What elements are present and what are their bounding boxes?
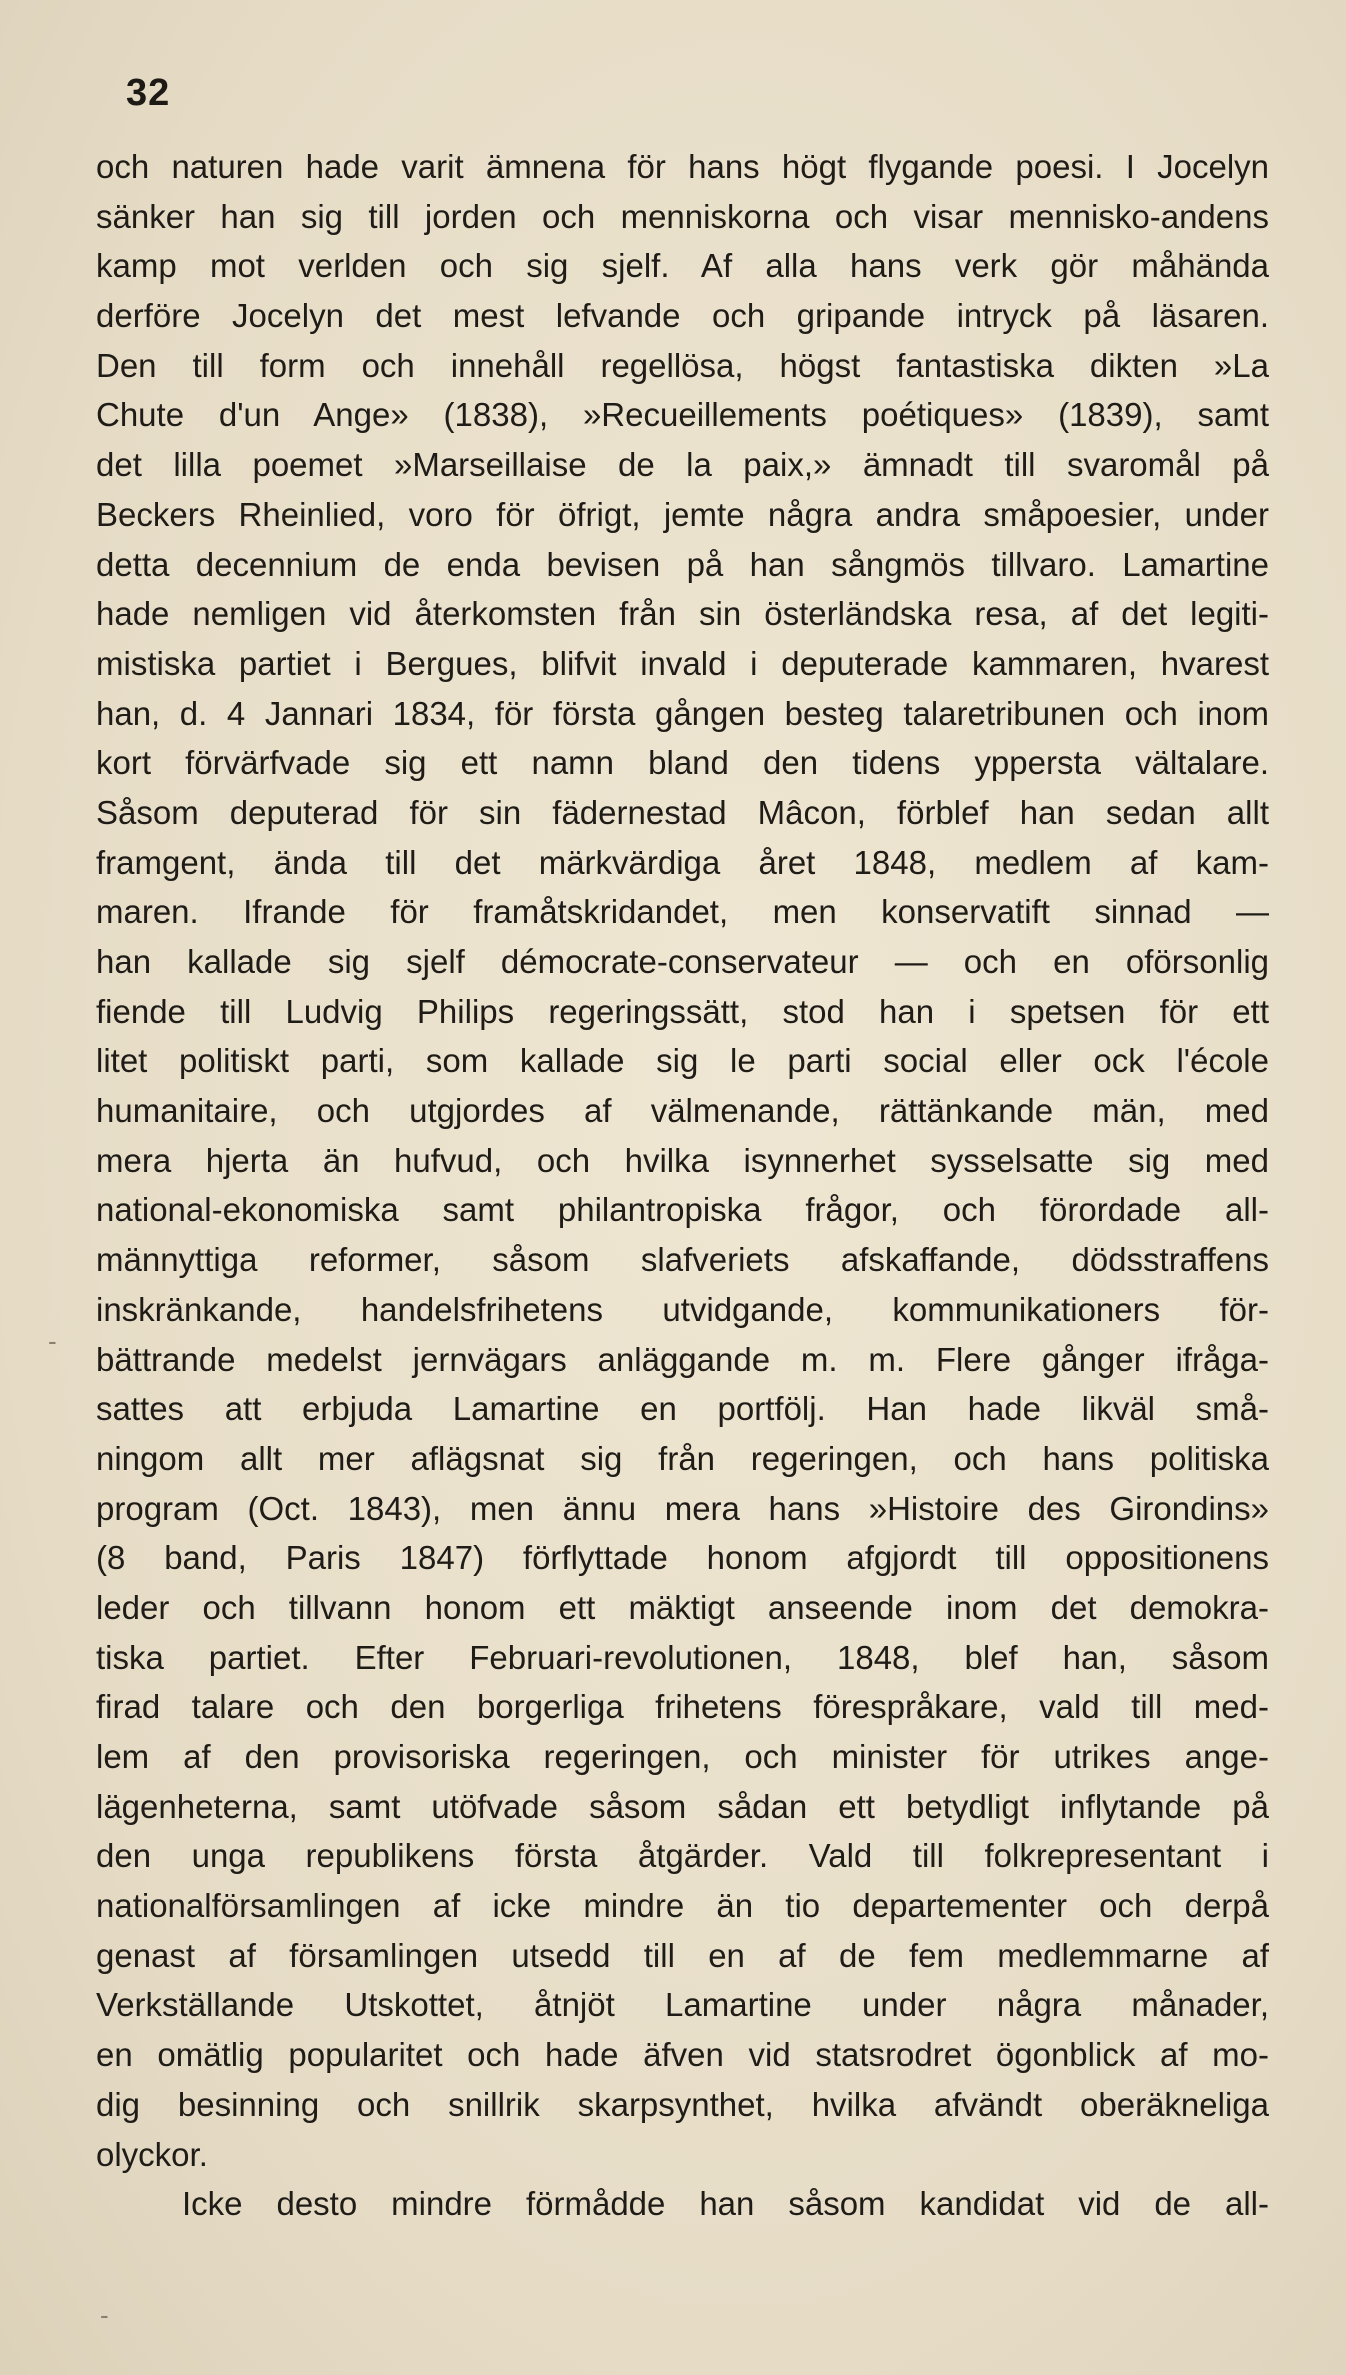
text-line: tiska partiet. Efter Februari-revolutionen, 1848, blef han, såsom [96, 1638, 1269, 1676]
text-line: national-ekonomiska samt philantropiska frågor, och förordade all- [96, 1191, 1269, 1229]
text-line: fiende till Ludvig Philips regeringssätt, stod han i spetsen för ett [96, 992, 1269, 1030]
text-line: lem af den provisoriska regeringen, och minister för utrikes ange- [96, 1738, 1269, 1775]
text-line: genast af församlingen utsedd till en af de fem medlemmarne af [96, 1936, 1269, 1974]
text-line: nationalförsamlingen af icke mindre än tio departementer och derpå [96, 1887, 1269, 1925]
margin-dash-mark: - [100, 2300, 109, 2330]
text-line: Chute d'un Ange» (1838), »Recueillements poétiques» (1839), samt [96, 396, 1269, 434]
text-line: han, d. 4 Jannari 1834, för första gången besteg talaretribunen och inom [96, 694, 1269, 732]
text-line: männyttiga reformer, såsom slafveriets afskaffande, dödsstraffens [96, 1241, 1269, 1279]
text-line: mera hjerta än hufvud, och hvilka isynnerhet sysselsatte sig med [96, 1141, 1269, 1179]
text-line: framgent, ända till det märkvärdiga året 1848, medlem af kam- [96, 843, 1269, 881]
text-line: en omätlig popularitet och hade äfven vid statsrodret ögonblick af mo- [96, 2036, 1269, 2074]
text-line: och naturen hade varit ämnena för hans högt flygande poesi. I Jocelyn [96, 148, 1269, 185]
text-line: ningom allt mer aflägsnat sig från regeringen, och hans politiska [96, 1439, 1269, 1477]
text-line: humanitaire, och utgjordes af välmenande, rättänkande män, med [96, 1092, 1269, 1130]
text-line: Den till form och innehåll regellösa, högst fantastiska dikten »La [96, 346, 1269, 384]
body-text [96, 142, 1269, 2229]
text-line: firad talare och den borgerliga frihetens förespråkare, vald till med- [96, 1688, 1269, 1726]
text-line: lägenheterna, samt utöfvade såsom sådan ett betydligt inflytande på [96, 1787, 1269, 1825]
text-line: inskränkande, handelsfrihetens utvidgande, kommunikationers för- [96, 1290, 1269, 1328]
text-line: han kallade sig sjelf démocrate-conservateur — och en oförsonlig [96, 943, 1269, 980]
text-line: Icke desto mindre förmådde han såsom kandidat vid de all- [182, 2185, 1269, 2223]
text-line: leder och tillvann honom ett mäktigt anseende inom det demokra- [96, 1588, 1269, 1626]
margin-dash-mark: - [48, 1326, 57, 1356]
text-line: Såsom deputerad för sin fädernestad Mâcon, förblef han sedan allt [96, 793, 1269, 831]
text-line: den unga republikens första åtgärder. Vald till folkrepresentant i [96, 1837, 1269, 1875]
text-line: litet politiskt parti, som kallade sig le parti social eller ock l'école [96, 1042, 1269, 1080]
text-line: derföre Jocelyn det mest lefvande och gripande intryck på läsaren. [96, 297, 1269, 335]
text-line: dig besinning och snillrik skarpsynthet, hvilka afvändt oberäkneliga [96, 2085, 1269, 2123]
text-line: Beckers Rheinlied, voro för öfrigt, jemte några andra småpoesier, under [96, 495, 1269, 533]
text-line: olyckor. [96, 2135, 208, 2173]
text-line: sattes att erbjuda Lamartine en portfölj. Han hade likväl små- [96, 1390, 1269, 1428]
text-line: kamp mot verlden och sig sjelf. Af alla hans verk gör måhända [96, 247, 1269, 285]
text-line: det lilla poemet »Marseillaise de la paix,» ämnadt till svaromål på [96, 446, 1269, 484]
text-line: kort förvärfvade sig ett namn bland den tidens yppersta vältalare. [96, 744, 1269, 782]
text-line: sänker han sig till jorden och menniskorna och visar mennisko-andens [96, 197, 1269, 235]
text-line: bättrande medelst jernvägars anläggande m. m. Flere gånger ifråga- [96, 1340, 1269, 1378]
text-line: maren. Ifrande för framåtskridandet, men konservatift sinnad — [96, 893, 1269, 931]
page-number: 32 [126, 72, 171, 114]
text-line: detta decennium de enda bevisen på han sångmös tillvaro. Lamartine [96, 545, 1269, 583]
text-line: hade nemligen vid återkomsten från sin österländska resa, af det legiti- [96, 595, 1269, 633]
text-line: (8 band, Paris 1847) förflyttade honom afgjordt till oppositionens [96, 1539, 1269, 1577]
text-line: Verkställande Utskottet, åtnjöt Lamartine under några månader, [96, 1986, 1269, 2024]
text-line: mistiska partiet i Bergues, blifvit invald i deputerade kammaren, hvarest [96, 644, 1269, 682]
text-line: program (Oct. 1843), men ännu mera hans »Histoire des Girondins» [96, 1489, 1269, 1527]
